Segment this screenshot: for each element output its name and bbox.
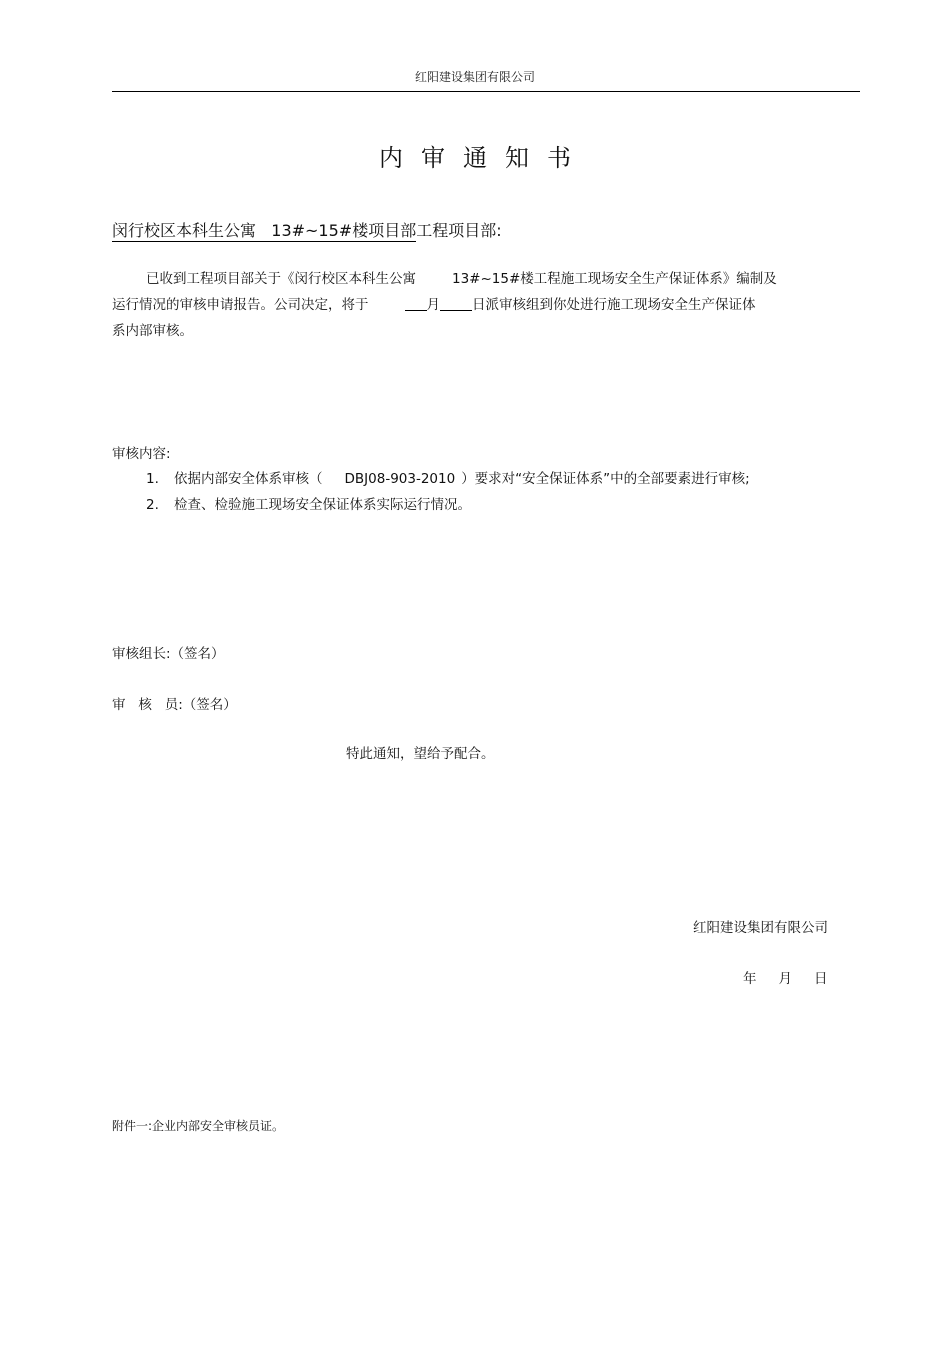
paragraph-line-1 [112,266,832,292]
audit-item-1-code: DBJ08-903-2010 [344,471,456,487]
paragraph-line-3: 系内部审核。 [112,323,193,339]
paragraph-line-1a: 已收到工程项目部关于《闵行校区本科生公寓 [146,271,416,287]
addressee-project: 闵行校区本科生公寓 13#~15#楼项目部 [112,221,417,240]
paragraph-line-2a: 运行情况的审核申请报告。公司决定，将于 [112,297,369,313]
header-rule [112,91,860,92]
audit-item-1-text-b: ）要求对“安全保证体系”中的全部要素进行审核; [461,471,750,487]
notice-paragraph [112,266,832,344]
date-day: 日 [814,971,828,987]
paragraph-line-1b: 13#~15#楼工程施工现场安全生产保证体系》编制及 [452,271,777,287]
attachment-note: 附件一:企业内部安全审核员证。 [112,1119,285,1133]
audit-heading: 审核内容: [112,446,171,462]
audit-item-1 [146,467,750,487]
page-header: 红阳建设集团有限公司 [414,70,535,84]
addressee [112,218,502,241]
audit-item-1-num: 1. [146,471,159,487]
date-month: 月 [778,971,792,987]
month-blank[interactable] [405,294,427,311]
paragraph-line-2 [112,292,832,318]
auditor-signature: 审 核 员:（签名） [112,697,237,713]
issue-date [743,967,850,987]
audit-item-1-text-a: 依据内部安全体系审核（ [174,471,323,487]
issuer-company: 红阳建设集团有限公司 [693,920,828,936]
closing-notice: 特此通知，望给予配合。 [346,746,495,762]
addressee-suffix: 工程项目部: [416,221,502,240]
audit-item-2-text: 检查、检验施工现场安全保证体系实际运行情况。 [174,497,471,513]
audit-item-2 [146,493,471,513]
day-blank[interactable] [440,294,472,311]
paragraph-line-2b: 日派审核组到你处进行施工现场安全生产保证体 [472,297,756,313]
month-label: 月 [426,297,440,313]
date-year: 年 [743,971,757,987]
document-title: 内审通知书 [379,144,589,172]
leader-signature: 审核组长:（签名） [112,646,225,662]
audit-item-2-num: 2. [146,497,159,513]
